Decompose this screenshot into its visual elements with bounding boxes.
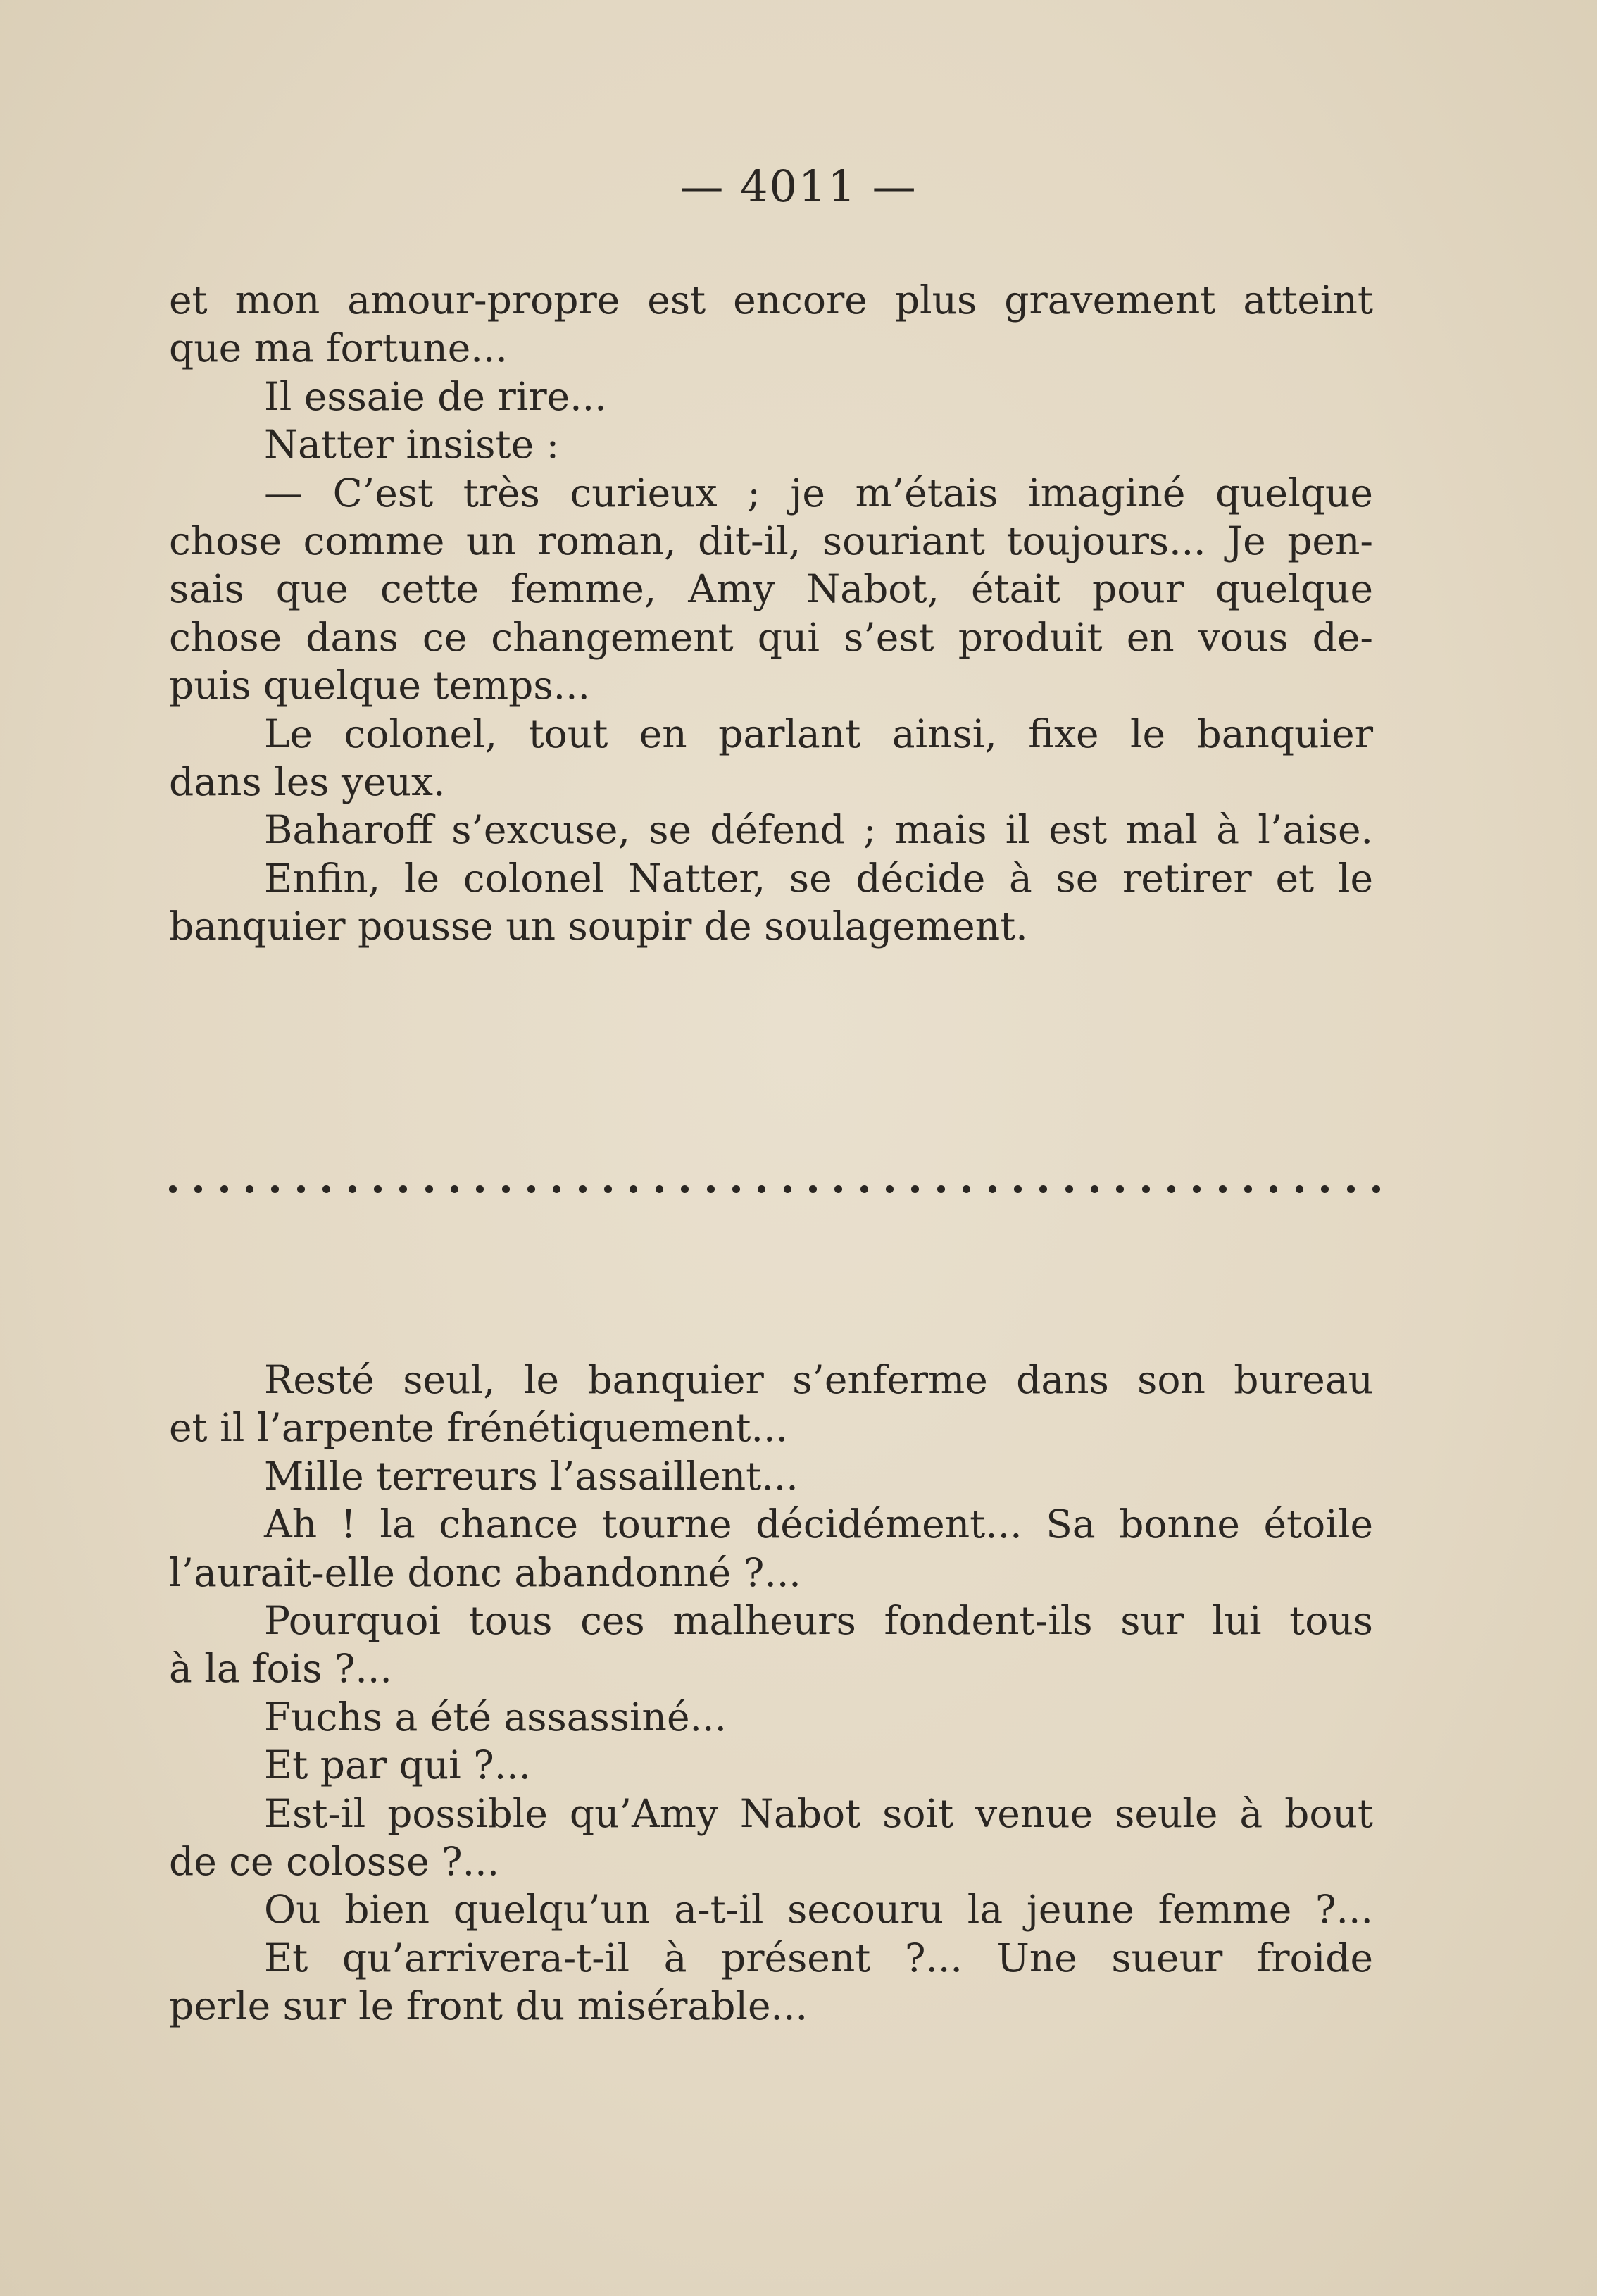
separator-dot [476, 1185, 484, 1193]
separator-dot [886, 1185, 894, 1193]
text-line: Fuchs a été assassiné... [264, 1694, 727, 1740]
separator-dot [527, 1185, 535, 1193]
text-line: Il essaie de rire... [264, 373, 607, 419]
text-line: puis quelque temps... [169, 663, 591, 709]
separator-dot [1296, 1185, 1303, 1193]
separator-dot [989, 1185, 996, 1193]
separator-dot [604, 1185, 612, 1193]
separator-dot [246, 1185, 253, 1193]
separator-dot [784, 1185, 791, 1193]
text-line: banquier pousse un soupir de soulagement. [169, 904, 1028, 949]
separator-dot [1116, 1185, 1124, 1193]
text-line: Est-il possible qu’Amy Nabot soit venue seule à bout [264, 1790, 1373, 1836]
text-line: Ah ! la chance tourne décidément... Sa bonne étoile [264, 1502, 1373, 1547]
separator-dot [630, 1185, 637, 1193]
separator-dot [194, 1185, 202, 1193]
text-line: Ou bien quelqu’un a-t-il secouru la jeune femme ?... [264, 1887, 1373, 1933]
text-line: sais que cette femme, Amy Nabot, était pour quelque [169, 566, 1373, 612]
text-line: et mon amour-propre est encore plus gravement atteint [169, 277, 1373, 323]
separator-dot [809, 1185, 817, 1193]
separator-dot [1065, 1185, 1073, 1193]
text-line: Pourquoi tous ces malheurs fondent-ils sur lui tous [264, 1597, 1373, 1643]
separator-dot [451, 1185, 458, 1193]
separator-dot [502, 1185, 510, 1193]
text-block-bottom [169, 1356, 1373, 2030]
separator-dot [579, 1185, 587, 1193]
separator-dot [937, 1185, 945, 1193]
text-line: Resté seul, le banquier s’enferme dans son bureau [264, 1357, 1373, 1402]
text-line: dans les yeux. [169, 759, 446, 804]
separator-dot [1142, 1185, 1150, 1193]
separator-dot [553, 1185, 560, 1193]
text-line: de ce colosse ?... [169, 1838, 500, 1884]
text-line: à la fois ?... [169, 1646, 392, 1692]
separator-dot [374, 1185, 382, 1193]
text-line: que ma fortune... [169, 325, 508, 371]
separator-dot [1193, 1185, 1201, 1193]
separator-dot [1167, 1185, 1175, 1193]
separator-dot [220, 1185, 228, 1193]
text-line: chose dans ce changement qui s’est produit en vous de- [169, 614, 1373, 660]
separator-dot [1014, 1185, 1022, 1193]
page-number: — 4011 — [679, 161, 918, 212]
separator-dot [1372, 1185, 1380, 1193]
text-line: Mille terreurs l’assaillent... [264, 1453, 798, 1499]
separator-dot [1039, 1185, 1047, 1193]
separator-dot [963, 1185, 970, 1193]
separator-dot [322, 1185, 330, 1193]
separator-dot [169, 1185, 177, 1193]
text-line: Enfin, le colonel Natter, se décide à se retirer et le [264, 855, 1373, 901]
text-line: perle sur le front du misérable... [169, 1983, 808, 2029]
separator-dot [860, 1185, 868, 1193]
separator-dot [1244, 1185, 1252, 1193]
separator-dot [297, 1185, 305, 1193]
separator-dot [1219, 1185, 1227, 1193]
text-line: Le colonel, tout en parlant ainsi, fixe le banquier [264, 711, 1373, 756]
separator-dot [1321, 1185, 1329, 1193]
section-separator [169, 1175, 1380, 1203]
text-line: Et par qui ?... [264, 1742, 532, 1788]
text-line: Natter insiste : [264, 422, 560, 468]
separator-dot [707, 1185, 715, 1193]
text-line: et il l’arpente frénétiquement... [169, 1405, 788, 1451]
separator-dot [681, 1185, 689, 1193]
separator-dot [911, 1185, 919, 1193]
text-line: l’aurait-elle donc abandonné ?... [169, 1549, 801, 1595]
separator-dot [1347, 1185, 1355, 1193]
text-line: chose comme un roman, dit-il, souriant toujours... Je pen- [169, 518, 1373, 563]
separator-dot [834, 1185, 842, 1193]
separator-dot [732, 1185, 740, 1193]
text-line: — C’est très curieux ; je m’étais imaginé quelque [264, 470, 1373, 516]
separator-dot [1270, 1185, 1277, 1193]
separator-dot [758, 1185, 765, 1193]
separator-dot [399, 1185, 407, 1193]
text-line: Baharoff s’excuse, se défend ; mais il est mal à l’aise. [264, 807, 1373, 853]
separator-dot [425, 1185, 433, 1193]
text-block-top [169, 276, 1373, 950]
text-line: Et qu’arrivera-t-il à présent ?... Une sueur froide [264, 1935, 1373, 1980]
separator-dot [349, 1185, 356, 1193]
separator-dot [656, 1185, 663, 1193]
separator-dot [1091, 1185, 1098, 1193]
separator-dot [271, 1185, 279, 1193]
